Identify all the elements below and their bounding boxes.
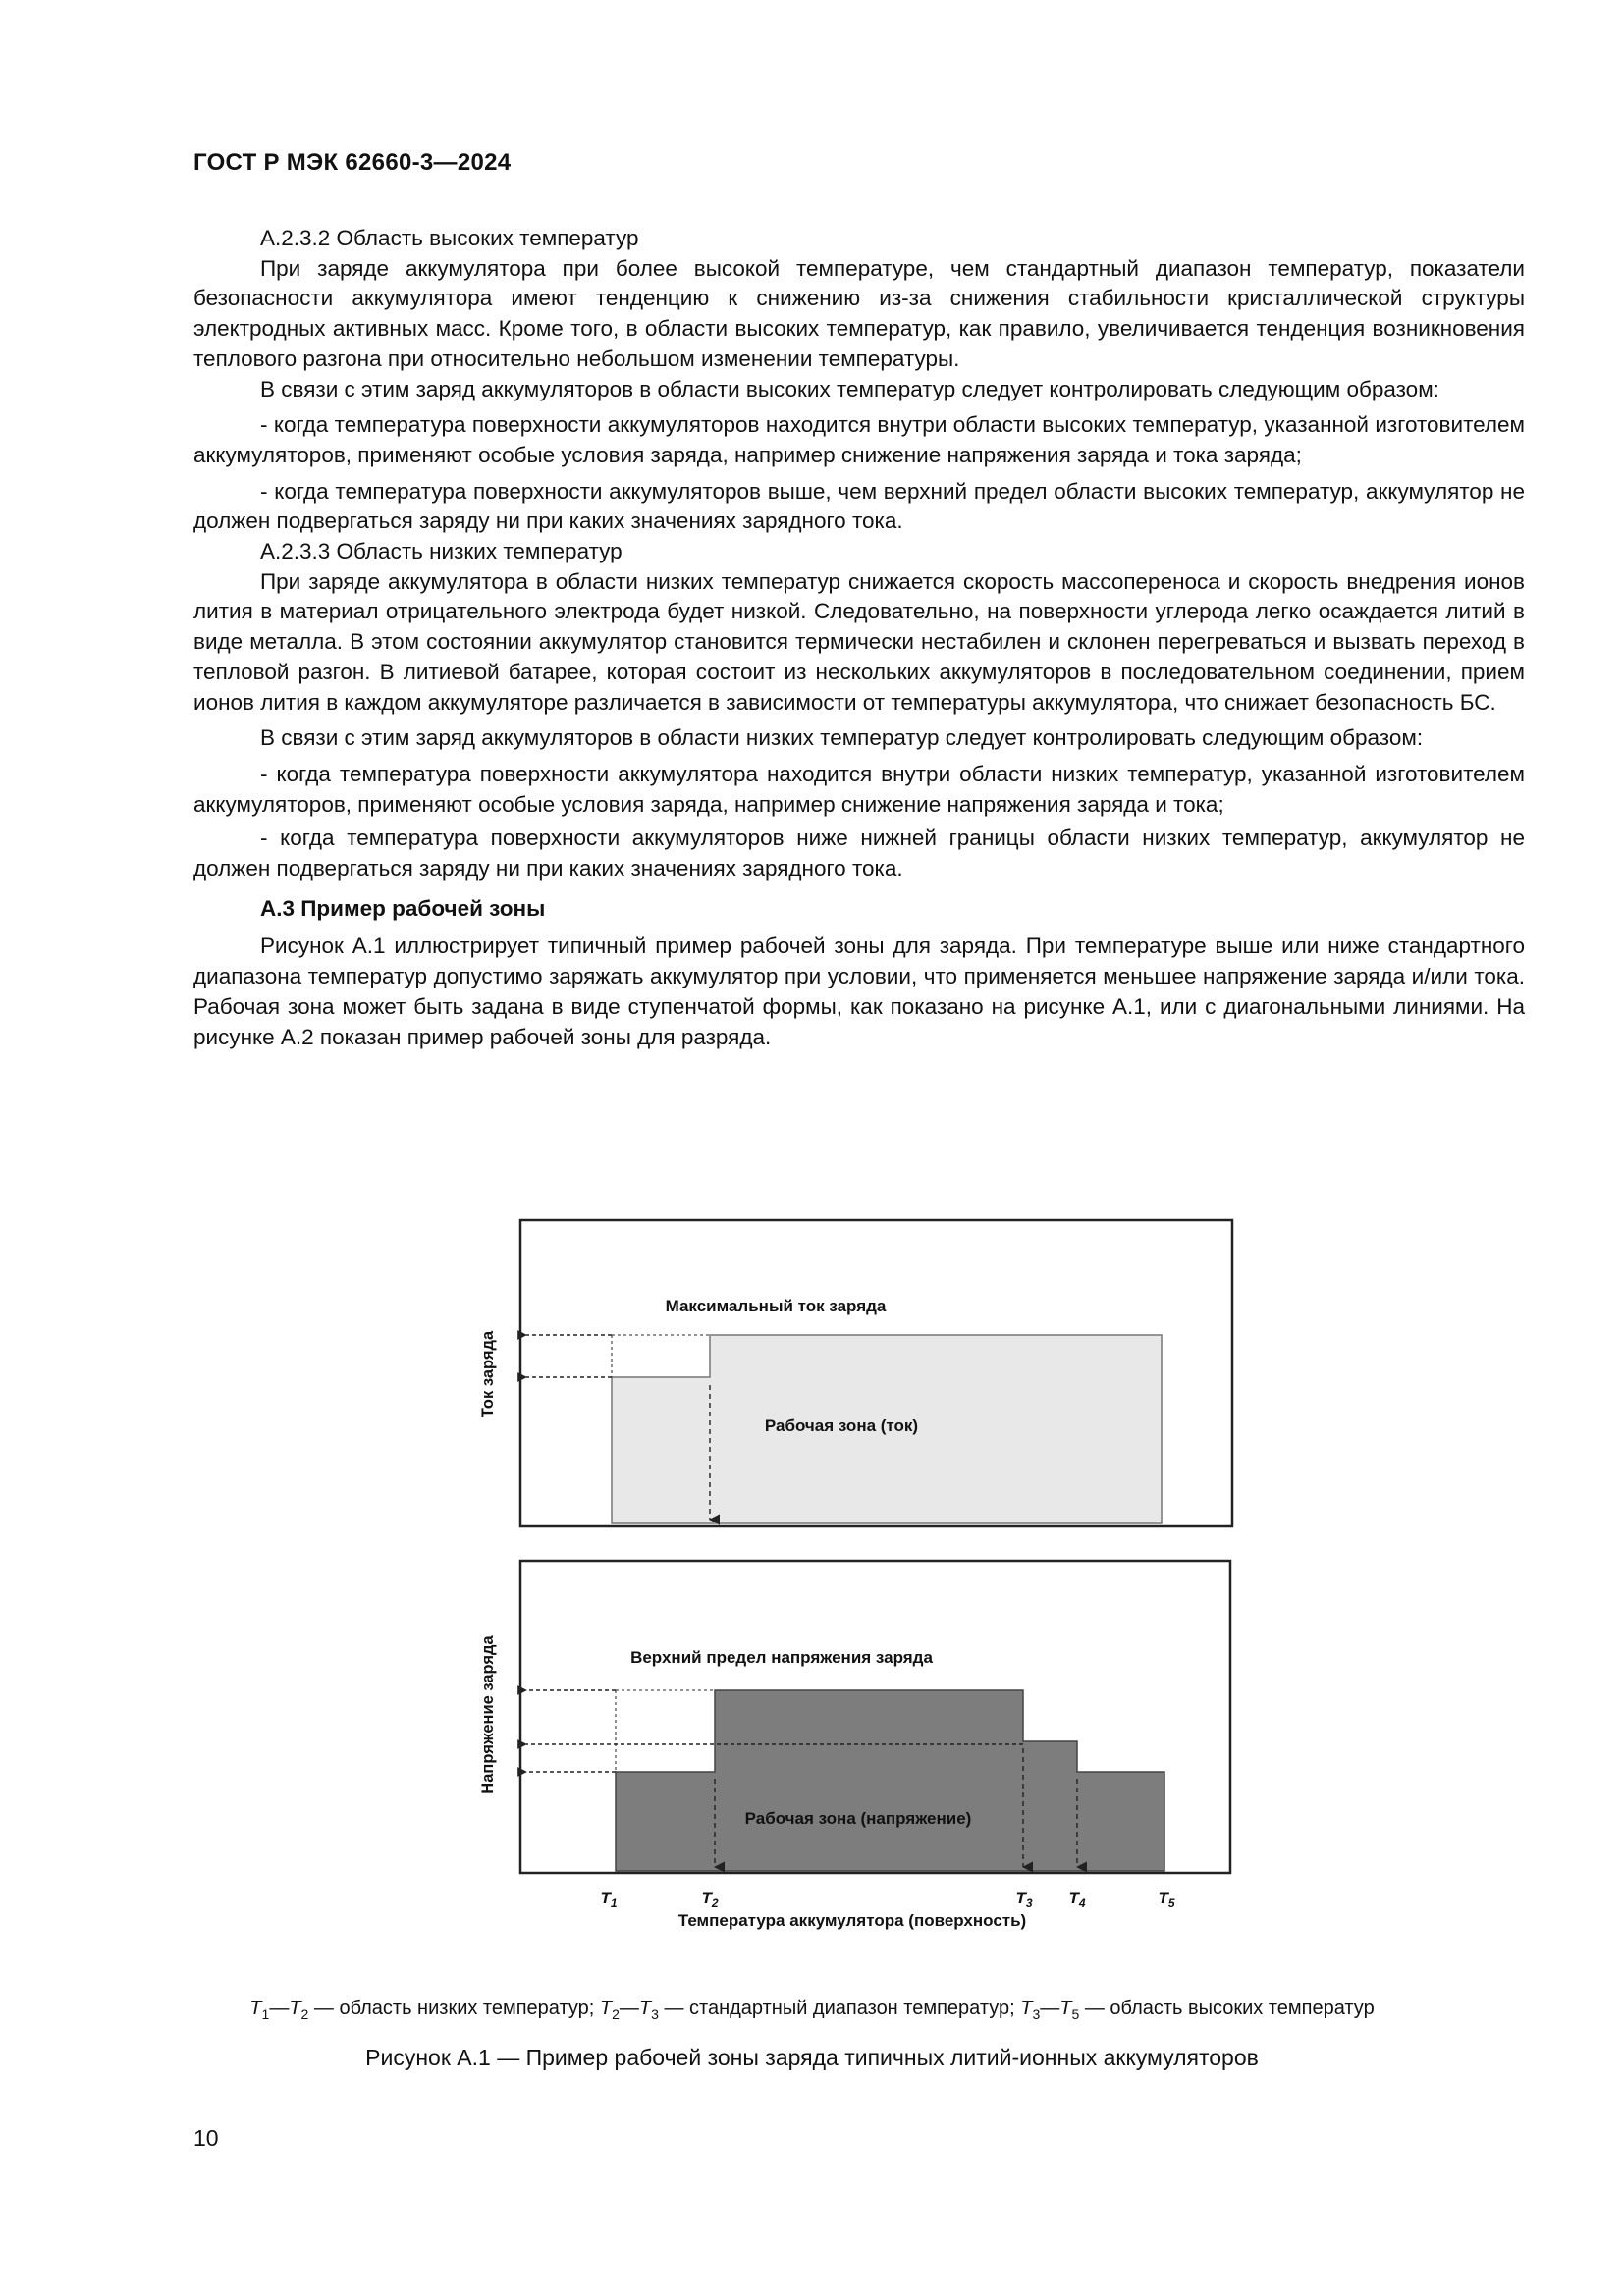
legend-symbol: T bbox=[1059, 1998, 1072, 2019]
subsection-heading-low-temp: А.2.3.3 Область низких температур bbox=[260, 539, 623, 564]
legend-symbol: T bbox=[249, 1998, 262, 2019]
legend-symbol: T bbox=[599, 1998, 613, 2019]
tick-t3: $T_3$ bbox=[1015, 1889, 1033, 1910]
max-current-label: Максимальный ток заряда bbox=[665, 1297, 887, 1315]
tick-t5: $T_5$ bbox=[1158, 1889, 1175, 1910]
legend-subscript: 2 bbox=[300, 2006, 309, 2022]
legend-symbol: T bbox=[638, 1998, 652, 2019]
list-item: - когда температура поверхности аккумуляторов выше, чем верхний предел области высоких температур, аккумулятор не должен подвергаться заряду ни при каких значениях зарядного тока. bbox=[193, 478, 1525, 534]
legend-text: — стандартный диапазон температур; bbox=[658, 1998, 1021, 2019]
upper-voltage-label: Верхний предел напряжения заряда bbox=[630, 1648, 933, 1667]
legend-text: — область высоких температур bbox=[1079, 1998, 1375, 2019]
list-item: - когда температура поверхности аккумуляторов находится внутри области высоких температур, указанной изготовителем аккумуляторов, применяют особые условия заряда, например снижение напряжения заряда и тока заряда; bbox=[193, 412, 1525, 467]
subsection-heading-high-temp: А.2.3.2 Область высоких температур bbox=[260, 226, 639, 250]
tick-t4: $T_4$ bbox=[1068, 1889, 1086, 1910]
list-item: - когда температура поверхности аккумулятора находится внутри области низких температур, указанной изготовителем аккумуляторов, применяют особые условия заряда, например снижение напряжения заряда и тока; bbox=[193, 761, 1525, 817]
legend-symbol: T bbox=[289, 1998, 301, 2019]
legend-subscript: 3 bbox=[1032, 2006, 1041, 2022]
figure-caption: Рисунок А.1 — Пример рабочей зоны заряда типичных литий-ионных аккумуляторов bbox=[365, 2045, 1259, 2070]
legend-text: — область низких температур; bbox=[308, 1998, 600, 2019]
legend-subscript: 5 bbox=[1071, 2006, 1080, 2022]
figure-a1 bbox=[461, 1202, 1247, 1949]
tick-t2: $T_2$ bbox=[701, 1889, 719, 1910]
legend-subscript: 1 bbox=[261, 2006, 270, 2022]
legend-symbol: T bbox=[1020, 1998, 1033, 2019]
x-axis-label: Температура аккумулятора (поверхность) bbox=[677, 1911, 1027, 1930]
body-text bbox=[193, 224, 1525, 1052]
top-y-label: Ток заряда bbox=[479, 1330, 497, 1418]
section-heading-a3: А.3 Пример рабочей зоны bbox=[260, 895, 546, 921]
legend-subscript: 2 bbox=[612, 2006, 620, 2022]
paragraph: В связи с этим заряд аккумуляторов в области низких температур следует контролировать следующим образом: bbox=[260, 725, 1424, 751]
paragraph: При заряде аккумулятора в области низких температур снижается скорость массопереноса и скорость внедрения ионов лития в материал отрицательного электрода будет низкой. Следовательно, на поверхности углерода легко осаждается литий в виде металла. В этом состоянии аккумулятор становится термически нестабилен и склонен перегреваться и вызвать переход в тепловой разгон. В литиевой батарее, которая состоит из нескольких аккумуляторов в последовательном соединении, прием ионов лития в каждом аккумуляторе различается в зависимости от температуры аккумулятора, что снижает безопасность БС. bbox=[193, 568, 1525, 715]
page-header: ГОСТ Р МЭК 62660-3—2024 bbox=[193, 149, 512, 176]
tick-t1: $T_1$ bbox=[600, 1889, 618, 1910]
bottom-y-label: Напряжение заряда bbox=[479, 1635, 497, 1794]
paragraph: В связи с этим заряд аккумуляторов в области высоких температур следует контролировать следующим образом: bbox=[260, 376, 1439, 401]
current-zone-label: Рабочая зона (ток) bbox=[764, 1416, 919, 1435]
paragraph: Рисунок А.1 иллюстрирует типичный пример рабочей зоны для заряда. При температуре выше или ниже стандартного диапазона температур допустимо заряжать аккумулятор при условии, что применяется меньшее напряжение заряда и/или тока. Рабочая зона может быть задана в виде ступенчатой формы, как показано на рисунке А.1, или с диагональными линиями. На рисунке А.2 показан пример рабочей зоны для разряда. bbox=[193, 934, 1525, 1049]
list-item: - когда температура поверхности аккумуляторов ниже нижней границы области низких температур, аккумулятор не должен подвергаться заряду ни при каких значениях зарядного тока. bbox=[193, 826, 1525, 881]
figure-legend: $T_1—T_2$ — область низких температур; $T_2—T_3$ — стандартный диапазон температур; $T_3—T_5$ — область высоких температур bbox=[249, 1998, 1375, 2022]
legend-subscript: 3 bbox=[651, 2006, 659, 2022]
voltage-zone-label: Рабочая зона (напряжение) bbox=[744, 1809, 972, 1828]
paragraph: При заряде аккумулятора при более высокой температуре, чем стандартный диапазон температур, показатели безопасности аккумулятора имеют тенденцию к снижению из-за снижения стабильности кристаллической структуры электродных активных масс. Кроме того, в области высоких температур, как правило, увеличивается тенденция возникновения теплового разгона при относительно небольшом изменении температуры. bbox=[193, 255, 1525, 371]
page-number: 10 bbox=[193, 2125, 219, 2151]
